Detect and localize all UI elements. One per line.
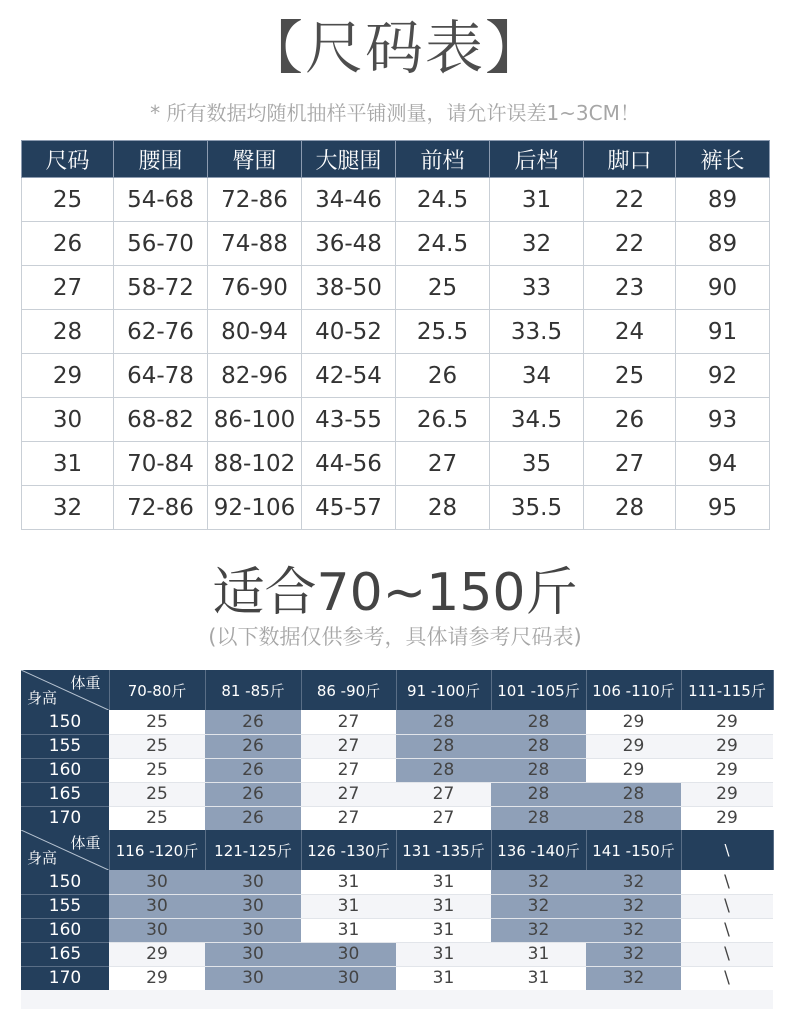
height-label: 155 — [21, 894, 109, 918]
size-cell: 28 — [396, 710, 491, 734]
table-cell: 26 — [396, 354, 490, 398]
size-table-header — [22, 141, 770, 178]
corner-weight-label: 体重 — [70, 834, 101, 852]
size-cell: 30 — [109, 894, 205, 918]
table-cell: 86-100 — [208, 398, 302, 442]
size-cell: 32 — [586, 966, 681, 990]
size-cell: 27 — [301, 806, 396, 830]
weight-header: 126 -130斤 — [301, 830, 396, 870]
column-header: 后档 — [490, 141, 584, 178]
table-cell: 31 — [22, 442, 114, 486]
size-cell: 30 — [205, 894, 301, 918]
size-chart-title: 【尺码表】 — [244, 14, 545, 82]
weight-header-row — [21, 830, 773, 870]
table-cell: 90 — [676, 266, 770, 310]
height-label: 165 — [21, 782, 109, 806]
table-cell: 24.5 — [396, 222, 490, 266]
size-cell: 29 — [586, 758, 681, 782]
size-cell: 32 — [586, 942, 681, 966]
table-row — [21, 734, 773, 758]
table-cell: 94 — [676, 442, 770, 486]
size-cell: 32 — [491, 870, 586, 894]
corner-height-label: 身高 — [27, 689, 58, 707]
size-cell: 30 — [205, 918, 301, 942]
weight-header: 141 -150斤 — [586, 830, 681, 870]
height-label: 150 — [21, 710, 109, 734]
size-cell: 28 — [491, 758, 586, 782]
table-cell: 68-82 — [114, 398, 208, 442]
weight-header: 101 -105斤 — [491, 670, 586, 710]
size-cell: 28 — [491, 806, 586, 830]
size-cell: 29 — [681, 758, 773, 782]
table-cell: 32 — [22, 486, 114, 530]
table-cell: 27 — [396, 442, 490, 486]
size-cell: 29 — [109, 966, 205, 990]
table-row — [22, 442, 770, 486]
table-row — [21, 870, 773, 894]
size-cell: \ — [681, 942, 773, 966]
size-cell: \ — [681, 918, 773, 942]
size-cell: 25 — [109, 758, 205, 782]
weight-header: 91 -100斤 — [396, 670, 491, 710]
table-cell: 33.5 — [490, 310, 584, 354]
table-cell: 44-56 — [302, 442, 396, 486]
size-cell: 31 — [491, 966, 586, 990]
corner-cell — [21, 830, 109, 870]
table-row — [22, 398, 770, 442]
corner-height-label: 身高 — [27, 849, 58, 867]
table-row — [22, 266, 770, 310]
table-cell: 24.5 — [396, 178, 490, 222]
size-cell: 28 — [491, 710, 586, 734]
size-cell: 26 — [205, 782, 301, 806]
weight-header: \ — [681, 830, 773, 870]
table-cell: 62-76 — [114, 310, 208, 354]
size-cell: 30 — [109, 918, 205, 942]
size-cell: 31 — [301, 870, 396, 894]
size-cell: 25 — [109, 806, 205, 830]
size-cell: 27 — [301, 710, 396, 734]
size-cell: 31 — [396, 942, 491, 966]
size-cell: 32 — [586, 918, 681, 942]
size-cell: 28 — [396, 758, 491, 782]
weight-header: 70-80斤 — [109, 670, 205, 710]
size-cell: \ — [681, 966, 773, 990]
size-cell: 32 — [586, 894, 681, 918]
weight-header: 86 -90斤 — [301, 670, 396, 710]
column-header: 尺码 — [22, 141, 114, 178]
size-cell: 32 — [491, 918, 586, 942]
recommendation-table-2 — [21, 830, 774, 991]
size-cell: 28 — [491, 734, 586, 758]
size-cell: 29 — [681, 734, 773, 758]
table-cell: 76-90 — [208, 266, 302, 310]
table-cell: 42-54 — [302, 354, 396, 398]
size-cell: 30 — [301, 966, 396, 990]
table-cell: 29 — [22, 354, 114, 398]
size-cell: 31 — [396, 870, 491, 894]
size-cell: 32 — [586, 870, 681, 894]
table-cell: 25 — [584, 354, 676, 398]
column-header: 大腿围 — [302, 141, 396, 178]
size-cell: 29 — [681, 782, 773, 806]
table-row — [22, 178, 770, 222]
column-header: 裤长 — [676, 141, 770, 178]
table-cell: 25.5 — [396, 310, 490, 354]
table-cell: 36-48 — [302, 222, 396, 266]
size-cell: 27 — [301, 734, 396, 758]
height-label: 165 — [21, 942, 109, 966]
table-row — [21, 806, 773, 830]
table-cell: 28 — [22, 310, 114, 354]
table-cell: 35.5 — [490, 486, 584, 530]
size-cell: 27 — [301, 782, 396, 806]
size-cell: 27 — [301, 758, 396, 782]
table-cell: 54-68 — [114, 178, 208, 222]
size-cell: 30 — [205, 870, 301, 894]
size-cell: 31 — [396, 918, 491, 942]
column-header: 腰围 — [114, 141, 208, 178]
table-cell: 91 — [676, 310, 770, 354]
table-cell: 70-84 — [114, 442, 208, 486]
size-cell: 30 — [205, 966, 301, 990]
table-cell: 34 — [490, 354, 584, 398]
table-cell: 25 — [22, 178, 114, 222]
table-cell: 89 — [676, 222, 770, 266]
size-cell: 29 — [586, 734, 681, 758]
table-cell: 93 — [676, 398, 770, 442]
size-cell: \ — [681, 894, 773, 918]
table-cell: 56-70 — [114, 222, 208, 266]
table-cell: 26 — [584, 398, 676, 442]
size-cell: 29 — [109, 942, 205, 966]
table-cell: 32 — [490, 222, 584, 266]
table-cell: 74-88 — [208, 222, 302, 266]
table-cell: 72-86 — [114, 486, 208, 530]
table-cell: 80-94 — [208, 310, 302, 354]
table-row — [22, 354, 770, 398]
weight-header: 106 -110斤 — [586, 670, 681, 710]
table-row — [22, 486, 770, 530]
size-cell: 25 — [109, 782, 205, 806]
table-cell: 23 — [584, 266, 676, 310]
table-cell: 24 — [584, 310, 676, 354]
table-row — [21, 966, 773, 990]
height-label: 160 — [21, 918, 109, 942]
size-cell: 31 — [396, 894, 491, 918]
corner-weight-label: 体重 — [70, 674, 101, 692]
size-cell: 30 — [205, 942, 301, 966]
size-cell: 31 — [301, 918, 396, 942]
bottom-strip — [21, 990, 773, 1009]
table-row — [21, 894, 773, 918]
table-row — [22, 222, 770, 266]
size-cell: 30 — [109, 870, 205, 894]
height-label: 160 — [21, 758, 109, 782]
size-cell: \ — [681, 870, 773, 894]
size-cell: 30 — [301, 942, 396, 966]
size-cell: 27 — [396, 806, 491, 830]
size-cell: 27 — [396, 782, 491, 806]
size-cell: 28 — [396, 734, 491, 758]
weight-header: 111-115斤 — [681, 670, 773, 710]
table-cell: 43-55 — [302, 398, 396, 442]
table-row — [21, 942, 773, 966]
size-cell: 26 — [205, 806, 301, 830]
table-cell: 58-72 — [114, 266, 208, 310]
table-cell: 40-52 — [302, 310, 396, 354]
table-cell: 92 — [676, 354, 770, 398]
table-cell: 34-46 — [302, 178, 396, 222]
fit-range-subtitle: (以下数据仅供参考，具体请参考尺码表) — [208, 625, 582, 649]
weight-header: 116 -120斤 — [109, 830, 205, 870]
table-cell: 26.5 — [396, 398, 490, 442]
size-cell: 28 — [586, 806, 681, 830]
size-cell: 25 — [109, 734, 205, 758]
table-cell: 30 — [22, 398, 114, 442]
column-header: 臀围 — [208, 141, 302, 178]
table-cell: 28 — [584, 486, 676, 530]
weight-header: 121-125斤 — [205, 830, 301, 870]
size-cell: 26 — [205, 710, 301, 734]
table-cell: 34.5 — [490, 398, 584, 442]
table-cell: 82-96 — [208, 354, 302, 398]
table-row — [21, 710, 773, 734]
table-cell: 95 — [676, 486, 770, 530]
table-cell: 27 — [584, 442, 676, 486]
size-cell: 29 — [586, 710, 681, 734]
size-cell: 25 — [109, 710, 205, 734]
size-cell: 26 — [205, 758, 301, 782]
table-row — [22, 310, 770, 354]
size-cell: 29 — [681, 710, 773, 734]
height-label: 170 — [21, 966, 109, 990]
measurement-note: * 所有数据均随机抽样平铺测量，请允许误差1~3CM！ — [150, 101, 640, 125]
size-table-body — [22, 178, 770, 530]
size-cell: 31 — [301, 894, 396, 918]
weight-header: 136 -140斤 — [491, 830, 586, 870]
table-row — [21, 782, 773, 806]
table-cell: 72-86 — [208, 178, 302, 222]
table-cell: 33 — [490, 266, 584, 310]
table-cell: 31 — [490, 178, 584, 222]
table-cell: 27 — [22, 266, 114, 310]
size-cell: 31 — [396, 966, 491, 990]
table-cell: 92-106 — [208, 486, 302, 530]
column-header: 前档 — [396, 141, 490, 178]
table-row — [21, 918, 773, 942]
table-cell: 28 — [396, 486, 490, 530]
table-cell: 88-102 — [208, 442, 302, 486]
recommendation-table-1 — [21, 670, 774, 831]
table-cell: 25 — [396, 266, 490, 310]
size-cell: 29 — [681, 806, 773, 830]
weight-header: 131 -135斤 — [396, 830, 491, 870]
table-cell: 64-78 — [114, 354, 208, 398]
size-cell: 28 — [586, 782, 681, 806]
size-cell: 32 — [491, 894, 586, 918]
table-cell: 22 — [584, 178, 676, 222]
corner-cell — [21, 670, 109, 710]
table-cell: 89 — [676, 178, 770, 222]
height-label: 150 — [21, 870, 109, 894]
table-cell: 45-57 — [302, 486, 396, 530]
fit-range-title: 适合70~150斤 — [212, 563, 578, 623]
weight-header-row — [21, 670, 773, 710]
table-cell: 38-50 — [302, 266, 396, 310]
table-cell: 26 — [22, 222, 114, 266]
size-table — [21, 140, 770, 530]
size-cell: 26 — [205, 734, 301, 758]
height-label: 170 — [21, 806, 109, 830]
table-row — [21, 758, 773, 782]
height-label: 155 — [21, 734, 109, 758]
table-cell: 35 — [490, 442, 584, 486]
column-header: 脚口 — [584, 141, 676, 178]
size-cell: 31 — [491, 942, 586, 966]
table-cell: 22 — [584, 222, 676, 266]
size-cell: 28 — [491, 782, 586, 806]
weight-header: 81 -85斤 — [205, 670, 301, 710]
